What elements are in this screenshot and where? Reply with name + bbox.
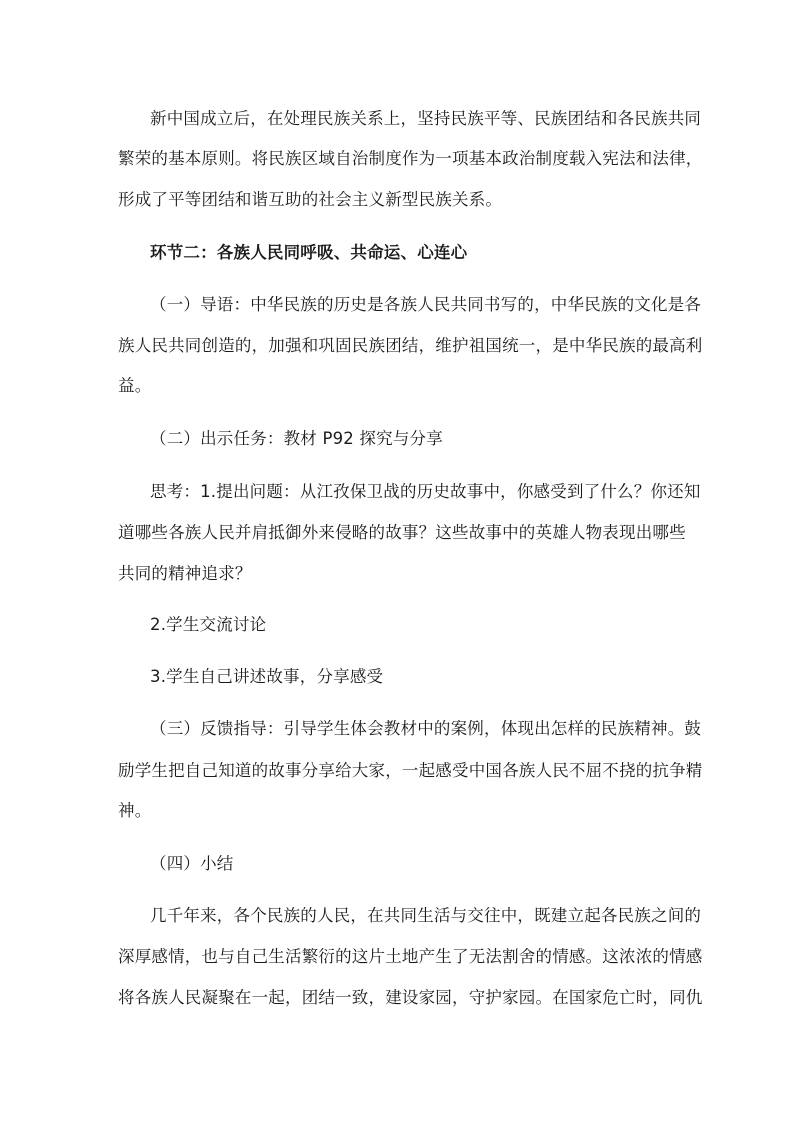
paragraph-line: 深厚感情，也与自己生活繁衍的这片土地产生了无法割舍的情感。这浓浓的情感: [118, 947, 703, 966]
paragraph-line: 形成了平等团结和谐互助的社会主义新型民族关系。: [118, 190, 503, 209]
paragraph-line: 族人民共同创造的，加强和巩固民族团结，维护祖国统一，是中华民族的最高利: [118, 336, 703, 355]
paragraph-line: 思考：1.提出问题：从江孜保卫战的历史故事中，你感受到了什么？你还知: [150, 482, 701, 501]
step-line: 2.学生交流讨论: [150, 615, 267, 634]
paragraph-line: （三）反馈指导：引导学生体会教材中的案例，体现出怎样的民族精神。鼓: [150, 719, 702, 738]
task-line: （二）出示任务：教材 P92 探究与分享: [150, 429, 443, 448]
paragraph-line: （一）导语：中华民族的历史是各族人民共同书写的，中华民族的文化是各: [150, 295, 702, 314]
section-heading: 环节二：各族人民同呼吸、共命运、心连心: [150, 243, 468, 262]
paragraph-line: 神。: [118, 801, 152, 820]
step-line: 3.学生自己讲述故事，分享感受: [150, 667, 384, 686]
paragraph-line: 共同的精神追求？: [118, 564, 252, 583]
paragraph-line: 几千年来，各个民族的人民，在共同生活与交往中，既建立起各民族之间的: [150, 906, 702, 925]
paragraph-line: 繁荣的基本原则。将民族区域自治制度作为一项基本政治制度载入宪法和法律，: [118, 149, 703, 168]
paragraph-line: 新中国成立后，在处理民族关系上，坚持民族平等、民族团结和各民族共同: [150, 109, 702, 128]
paragraph-line: 将各族人民凝聚在一起，团结一致，建设家园，守护家园。在国家危亡时，同仇: [118, 988, 703, 1007]
subsection-title: （四）小结: [150, 854, 234, 873]
paragraph-line: 益。: [118, 376, 152, 395]
paragraph-line: 道哪些各族人民并肩抵御外来侵略的故事？这些故事中的英雄人物表现出哪些: [118, 523, 686, 542]
paragraph-line: 励学生把自己知道的故事分享给大家，一起感受中国各族人民不屈不挠的抗争精: [118, 761, 703, 780]
